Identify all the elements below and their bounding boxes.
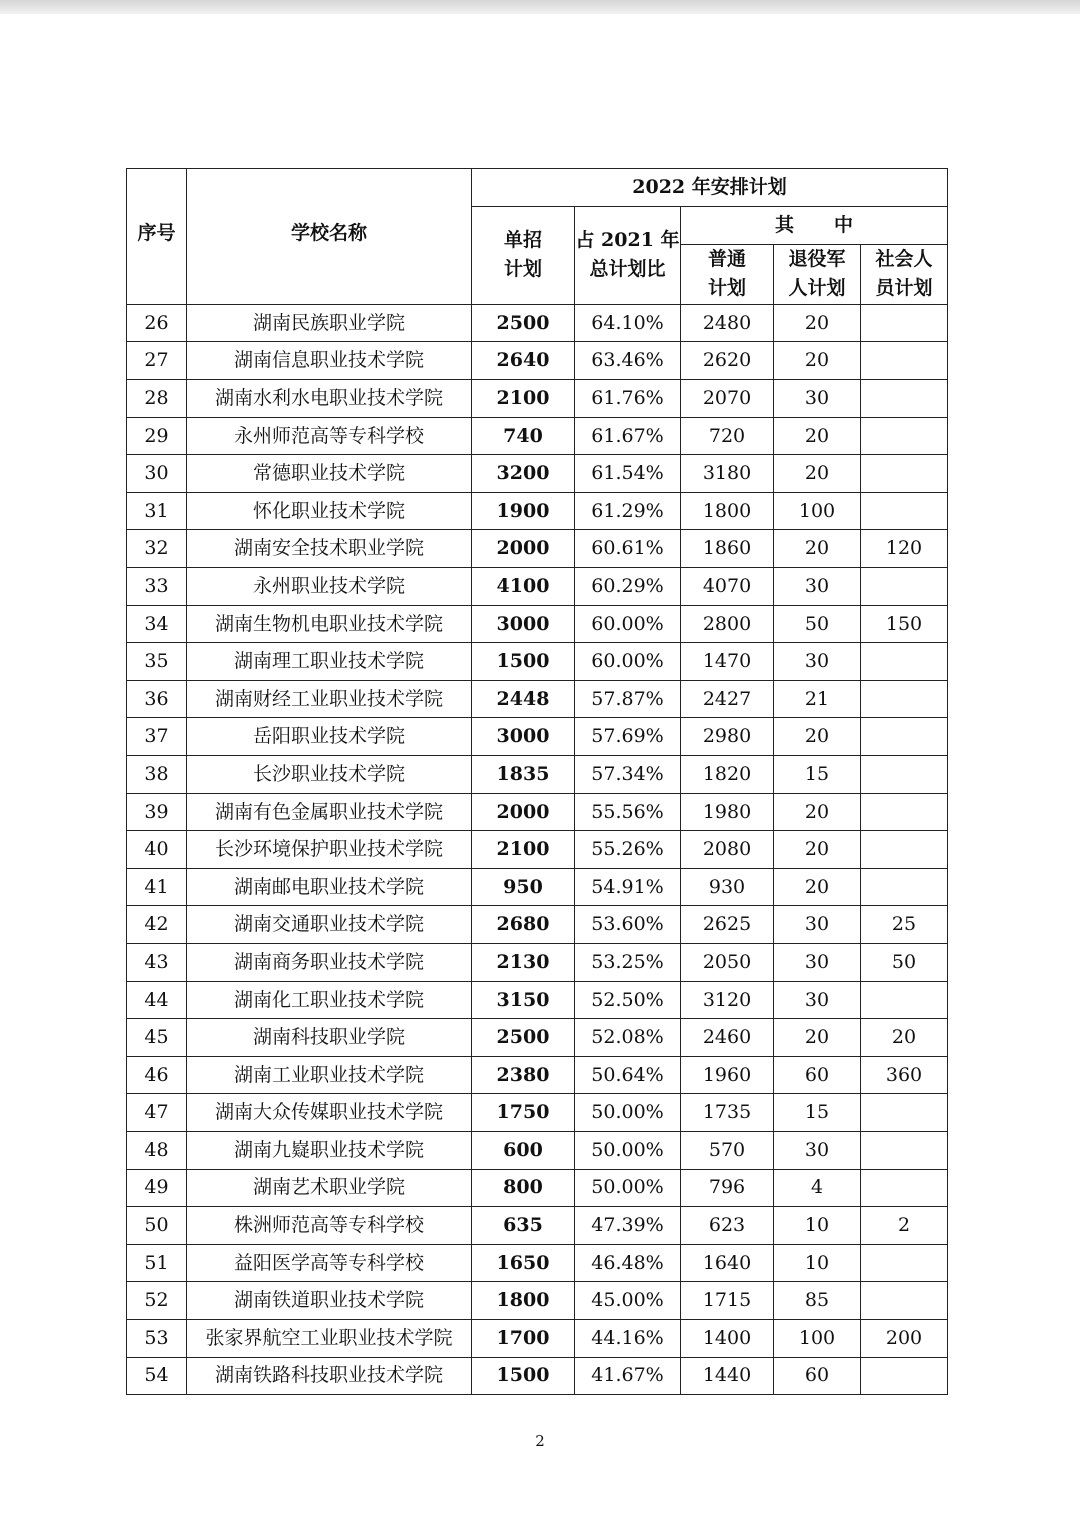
cell-ratio-2021: 57.34% — [575, 756, 681, 794]
cell-veteran-plan: 20 — [774, 718, 861, 756]
cell-ratio-2021: 47.39% — [575, 1207, 681, 1245]
cell-single-plan: 4100 — [472, 568, 575, 606]
cell-ratio-2021: 63.46% — [575, 342, 681, 380]
cell-social-plan — [861, 1357, 948, 1395]
cell-school-name: 湖南商务职业技术学院 — [187, 943, 472, 981]
cell-social-plan — [861, 568, 948, 606]
cell-single-plan: 740 — [472, 417, 575, 455]
cell-normal-plan: 1800 — [681, 492, 774, 530]
cell-ratio-2021: 53.25% — [575, 943, 681, 981]
cell-single-plan: 950 — [472, 868, 575, 906]
cell-social-plan — [861, 304, 948, 342]
cell-social-plan — [861, 342, 948, 380]
table-row — [127, 1282, 948, 1320]
table-row — [127, 643, 948, 681]
cell-single-plan: 800 — [472, 1169, 575, 1207]
cell-social-plan: 360 — [861, 1056, 948, 1094]
cell-veteran-plan: 20 — [774, 1019, 861, 1057]
cell-school-name: 湖南有色金属职业技术学院 — [187, 793, 472, 831]
cell-seq: 41 — [127, 868, 187, 906]
header-plan-2022: 2022 年安排计划 — [472, 169, 948, 207]
cell-veteran-plan: 30 — [774, 981, 861, 1019]
cell-social-plan: 25 — [861, 906, 948, 944]
cell-seq: 42 — [127, 906, 187, 944]
table-row — [127, 718, 948, 756]
table-row — [127, 831, 948, 869]
cell-social-plan: 150 — [861, 605, 948, 643]
cell-social-plan — [861, 492, 948, 530]
cell-ratio-2021: 46.48% — [575, 1244, 681, 1282]
cell-social-plan: 20 — [861, 1019, 948, 1057]
cell-single-plan: 2500 — [472, 304, 575, 342]
cell-school-name: 长沙职业技术学院 — [187, 756, 472, 794]
cell-veteran-plan: 60 — [774, 1357, 861, 1395]
cell-social-plan — [861, 981, 948, 1019]
table-header — [127, 169, 948, 305]
table-row — [127, 380, 948, 418]
cell-school-name: 湖南大众传媒职业技术学院 — [187, 1094, 472, 1132]
cell-seq: 33 — [127, 568, 187, 606]
cell-single-plan: 2380 — [472, 1056, 575, 1094]
cell-social-plan: 2 — [861, 1207, 948, 1245]
cell-ratio-2021: 50.00% — [575, 1131, 681, 1169]
cell-school-name: 常德职业技术学院 — [187, 455, 472, 493]
cell-social-plan — [861, 643, 948, 681]
cell-school-name: 株洲师范高等专科学校 — [187, 1207, 472, 1245]
cell-seq: 30 — [127, 455, 187, 493]
cell-single-plan: 2100 — [472, 380, 575, 418]
table-row — [127, 756, 948, 794]
cell-veteran-plan: 4 — [774, 1169, 861, 1207]
cell-seq: 43 — [127, 943, 187, 981]
cell-normal-plan: 2480 — [681, 304, 774, 342]
cell-school-name: 湖南民族职业学院 — [187, 304, 472, 342]
cell-school-name: 湖南科技职业学院 — [187, 1019, 472, 1057]
cell-ratio-2021: 52.08% — [575, 1019, 681, 1057]
cell-single-plan: 1835 — [472, 756, 575, 794]
enrollment-plan-table — [126, 168, 948, 1395]
cell-school-name: 湖南艺术职业学院 — [187, 1169, 472, 1207]
table-row — [127, 1244, 948, 1282]
cell-normal-plan: 2080 — [681, 831, 774, 869]
cell-single-plan: 3000 — [472, 718, 575, 756]
cell-veteran-plan: 30 — [774, 643, 861, 681]
cell-normal-plan: 1860 — [681, 530, 774, 568]
cell-veteran-plan: 30 — [774, 380, 861, 418]
cell-veteran-plan: 15 — [774, 1094, 861, 1132]
cell-single-plan: 1700 — [472, 1319, 575, 1357]
cell-seq: 44 — [127, 981, 187, 1019]
cell-normal-plan: 570 — [681, 1131, 774, 1169]
cell-school-name: 湖南工业职业技术学院 — [187, 1056, 472, 1094]
cell-social-plan: 50 — [861, 943, 948, 981]
cell-social-plan: 120 — [861, 530, 948, 568]
cell-seq: 52 — [127, 1282, 187, 1320]
cell-social-plan — [861, 380, 948, 418]
cell-veteran-plan: 20 — [774, 304, 861, 342]
cell-school-name: 湖南信息职业技术学院 — [187, 342, 472, 380]
cell-normal-plan: 2800 — [681, 605, 774, 643]
cell-veteran-plan: 30 — [774, 1131, 861, 1169]
cell-ratio-2021: 50.64% — [575, 1056, 681, 1094]
cell-normal-plan: 1960 — [681, 1056, 774, 1094]
cell-single-plan: 1500 — [472, 1357, 575, 1395]
cell-normal-plan: 1980 — [681, 793, 774, 831]
table-row — [127, 1094, 948, 1132]
cell-single-plan: 2130 — [472, 943, 575, 981]
cell-normal-plan: 1715 — [681, 1282, 774, 1320]
cell-social-plan — [861, 417, 948, 455]
cell-school-name: 湖南生物机电职业技术学院 — [187, 605, 472, 643]
cell-veteran-plan: 20 — [774, 455, 861, 493]
cell-seq: 47 — [127, 1094, 187, 1132]
header-school-name: 学校名称 — [187, 169, 472, 305]
cell-ratio-2021: 61.54% — [575, 455, 681, 493]
cell-school-name: 益阳医学高等专科学校 — [187, 1244, 472, 1282]
cell-social-plan — [861, 718, 948, 756]
cell-single-plan: 1750 — [472, 1094, 575, 1132]
cell-seq: 38 — [127, 756, 187, 794]
cell-single-plan: 2100 — [472, 831, 575, 869]
cell-normal-plan: 2980 — [681, 718, 774, 756]
cell-seq: 54 — [127, 1357, 187, 1395]
cell-ratio-2021: 52.50% — [575, 981, 681, 1019]
table-row — [127, 1056, 948, 1094]
table-row — [127, 492, 948, 530]
cell-veteran-plan: 100 — [774, 1319, 861, 1357]
table-row — [127, 1357, 948, 1395]
cell-seq: 35 — [127, 643, 187, 681]
cell-veteran-plan: 20 — [774, 530, 861, 568]
cell-school-name: 怀化职业技术学院 — [187, 492, 472, 530]
cell-veteran-plan: 20 — [774, 831, 861, 869]
cell-normal-plan: 930 — [681, 868, 774, 906]
cell-ratio-2021: 60.61% — [575, 530, 681, 568]
cell-seq: 36 — [127, 680, 187, 718]
cell-social-plan — [861, 1282, 948, 1320]
cell-normal-plan: 623 — [681, 1207, 774, 1245]
cell-normal-plan: 1470 — [681, 643, 774, 681]
cell-school-name: 永州职业技术学院 — [187, 568, 472, 606]
cell-seq: 27 — [127, 342, 187, 380]
cell-normal-plan: 2050 — [681, 943, 774, 981]
header-social-plan: 社会人 员计划 — [861, 245, 948, 305]
cell-normal-plan: 3180 — [681, 455, 774, 493]
table-row — [127, 605, 948, 643]
table-row — [127, 530, 948, 568]
cell-normal-plan: 4070 — [681, 568, 774, 606]
table-row — [127, 1169, 948, 1207]
cell-single-plan: 1800 — [472, 1282, 575, 1320]
table-row — [127, 793, 948, 831]
cell-school-name: 长沙环境保护职业技术学院 — [187, 831, 472, 869]
cell-single-plan: 635 — [472, 1207, 575, 1245]
cell-ratio-2021: 57.69% — [575, 718, 681, 756]
cell-veteran-plan: 10 — [774, 1244, 861, 1282]
table-row — [127, 1319, 948, 1357]
cell-single-plan: 3150 — [472, 981, 575, 1019]
cell-single-plan: 1650 — [472, 1244, 575, 1282]
table-row — [127, 906, 948, 944]
cell-veteran-plan: 30 — [774, 943, 861, 981]
page-number: 2 — [535, 1432, 545, 1450]
cell-veteran-plan: 85 — [774, 1282, 861, 1320]
cell-normal-plan: 1820 — [681, 756, 774, 794]
cell-seq: 31 — [127, 492, 187, 530]
cell-seq: 50 — [127, 1207, 187, 1245]
table-row — [127, 680, 948, 718]
cell-social-plan — [861, 1169, 948, 1207]
cell-veteran-plan: 30 — [774, 568, 861, 606]
table-row — [127, 342, 948, 380]
cell-veteran-plan: 20 — [774, 417, 861, 455]
cell-school-name: 永州师范高等专科学校 — [187, 417, 472, 455]
cell-normal-plan: 796 — [681, 1169, 774, 1207]
cell-seq: 26 — [127, 304, 187, 342]
table-body — [127, 304, 948, 1394]
cell-ratio-2021: 55.56% — [575, 793, 681, 831]
cell-seq: 46 — [127, 1056, 187, 1094]
cell-school-name: 湖南铁路科技职业技术学院 — [187, 1357, 472, 1395]
scan-top-edge — [0, 0, 1080, 14]
cell-social-plan — [861, 680, 948, 718]
cell-school-name: 湖南邮电职业技术学院 — [187, 868, 472, 906]
cell-normal-plan: 1400 — [681, 1319, 774, 1357]
cell-ratio-2021: 60.00% — [575, 605, 681, 643]
cell-ratio-2021: 41.67% — [575, 1357, 681, 1395]
cell-social-plan — [861, 793, 948, 831]
cell-social-plan: 200 — [861, 1319, 948, 1357]
cell-ratio-2021: 55.26% — [575, 831, 681, 869]
cell-normal-plan: 3120 — [681, 981, 774, 1019]
cell-ratio-2021: 50.00% — [575, 1169, 681, 1207]
header-ratio-2021: 占 2021 年 总计划比 — [575, 207, 681, 305]
cell-ratio-2021: 61.76% — [575, 380, 681, 418]
cell-normal-plan: 2620 — [681, 342, 774, 380]
cell-ratio-2021: 61.67% — [575, 417, 681, 455]
cell-veteran-plan: 20 — [774, 342, 861, 380]
cell-seq: 53 — [127, 1319, 187, 1357]
cell-school-name: 湖南理工职业技术学院 — [187, 643, 472, 681]
cell-seq: 28 — [127, 380, 187, 418]
table-row — [127, 455, 948, 493]
document-page — [126, 168, 948, 1395]
cell-single-plan: 2448 — [472, 680, 575, 718]
cell-school-name: 湖南九嶷职业技术学院 — [187, 1131, 472, 1169]
cell-normal-plan: 2625 — [681, 906, 774, 944]
table-row — [127, 943, 948, 981]
cell-single-plan: 2000 — [472, 530, 575, 568]
cell-single-plan: 600 — [472, 1131, 575, 1169]
cell-ratio-2021: 64.10% — [575, 304, 681, 342]
cell-ratio-2021: 45.00% — [575, 1282, 681, 1320]
cell-veteran-plan: 20 — [774, 868, 861, 906]
cell-school-name: 岳阳职业技术学院 — [187, 718, 472, 756]
header-seq: 序号 — [127, 169, 187, 305]
cell-social-plan — [861, 868, 948, 906]
cell-ratio-2021: 44.16% — [575, 1319, 681, 1357]
cell-school-name: 湖南财经工业职业技术学院 — [187, 680, 472, 718]
cell-single-plan: 3000 — [472, 605, 575, 643]
table-row — [127, 1019, 948, 1057]
cell-single-plan: 3200 — [472, 455, 575, 493]
cell-social-plan — [861, 1131, 948, 1169]
cell-ratio-2021: 53.60% — [575, 906, 681, 944]
cell-seq: 49 — [127, 1169, 187, 1207]
cell-school-name: 湖南交通职业技术学院 — [187, 906, 472, 944]
table-row — [127, 304, 948, 342]
header-among: 其中 — [681, 207, 948, 245]
cell-single-plan: 2680 — [472, 906, 575, 944]
cell-social-plan — [861, 756, 948, 794]
cell-veteran-plan: 30 — [774, 906, 861, 944]
cell-school-name: 湖南安全技术职业学院 — [187, 530, 472, 568]
cell-normal-plan: 2427 — [681, 680, 774, 718]
cell-seq: 29 — [127, 417, 187, 455]
table-row — [127, 868, 948, 906]
cell-ratio-2021: 60.00% — [575, 643, 681, 681]
cell-school-name: 湖南水利水电职业技术学院 — [187, 380, 472, 418]
cell-seq: 51 — [127, 1244, 187, 1282]
cell-veteran-plan: 21 — [774, 680, 861, 718]
cell-normal-plan: 1640 — [681, 1244, 774, 1282]
cell-social-plan — [861, 831, 948, 869]
cell-seq: 45 — [127, 1019, 187, 1057]
table-row — [127, 1131, 948, 1169]
cell-ratio-2021: 61.29% — [575, 492, 681, 530]
cell-seq: 32 — [127, 530, 187, 568]
cell-veteran-plan: 10 — [774, 1207, 861, 1245]
cell-seq: 39 — [127, 793, 187, 831]
cell-seq: 37 — [127, 718, 187, 756]
table-row — [127, 1207, 948, 1245]
cell-social-plan — [861, 1094, 948, 1132]
cell-social-plan — [861, 455, 948, 493]
cell-normal-plan: 1440 — [681, 1357, 774, 1395]
cell-school-name: 湖南化工职业技术学院 — [187, 981, 472, 1019]
cell-normal-plan: 2070 — [681, 380, 774, 418]
cell-veteran-plan: 50 — [774, 605, 861, 643]
cell-veteran-plan: 20 — [774, 793, 861, 831]
cell-single-plan: 1500 — [472, 643, 575, 681]
cell-ratio-2021: 54.91% — [575, 868, 681, 906]
cell-normal-plan: 2460 — [681, 1019, 774, 1057]
cell-ratio-2021: 60.29% — [575, 568, 681, 606]
cell-school-name: 湖南铁道职业技术学院 — [187, 1282, 472, 1320]
header-single-plan: 单招 计划 — [472, 207, 575, 305]
table-row — [127, 417, 948, 455]
cell-single-plan: 2640 — [472, 342, 575, 380]
cell-normal-plan: 720 — [681, 417, 774, 455]
header-veteran-plan: 退役军 人计划 — [774, 245, 861, 305]
cell-seq: 34 — [127, 605, 187, 643]
cell-ratio-2021: 57.87% — [575, 680, 681, 718]
cell-single-plan: 1900 — [472, 492, 575, 530]
cell-ratio-2021: 50.00% — [575, 1094, 681, 1132]
cell-seq: 48 — [127, 1131, 187, 1169]
table-row — [127, 981, 948, 1019]
cell-single-plan: 2000 — [472, 793, 575, 831]
table-row — [127, 568, 948, 606]
header-normal-plan: 普通 计划 — [681, 245, 774, 305]
cell-normal-plan: 1735 — [681, 1094, 774, 1132]
cell-veteran-plan: 100 — [774, 492, 861, 530]
cell-single-plan: 2500 — [472, 1019, 575, 1057]
cell-veteran-plan: 15 — [774, 756, 861, 794]
cell-veteran-plan: 60 — [774, 1056, 861, 1094]
cell-school-name: 张家界航空工业职业技术学院 — [187, 1319, 472, 1357]
cell-seq: 40 — [127, 831, 187, 869]
cell-social-plan — [861, 1244, 948, 1282]
